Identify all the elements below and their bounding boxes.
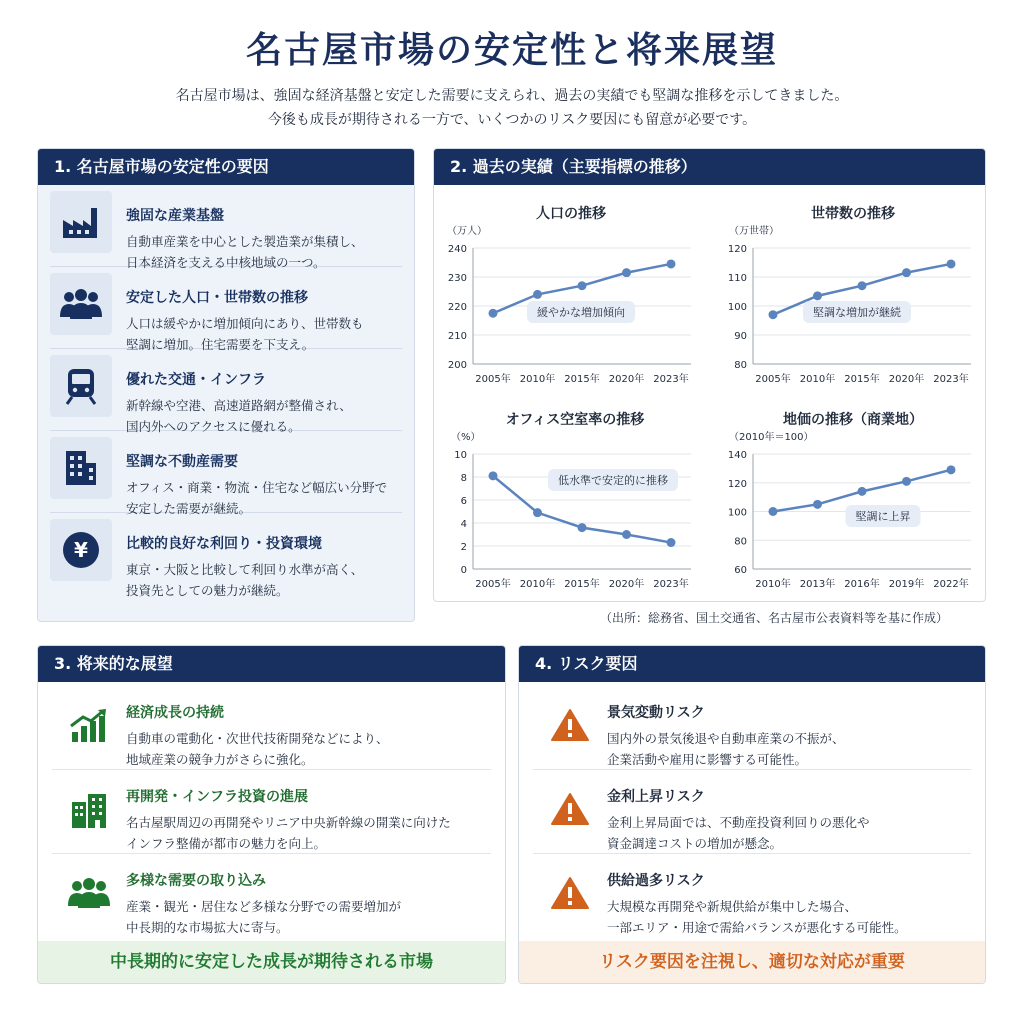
factory-icon bbox=[50, 191, 112, 253]
chart-unit-label: （2010年＝100） bbox=[729, 432, 814, 443]
y-tick-label: 6 bbox=[460, 496, 467, 507]
stability-factors-panel bbox=[37, 148, 415, 622]
source-note: （出所：総務省、国土交通省、名古屋市公表資料等を基に作成） bbox=[600, 611, 949, 625]
annotation-label: 低水準で安定的に推移 bbox=[558, 474, 668, 487]
buildings-icon bbox=[64, 770, 114, 853]
y-tick-label: 0 bbox=[460, 565, 467, 576]
item-desc-line-1: 大規模な再開発や新規供給が集中した場合、 bbox=[607, 899, 858, 914]
item-title: 経済成長の持続 bbox=[126, 705, 224, 721]
list-item bbox=[50, 431, 402, 516]
data-point bbox=[769, 310, 778, 319]
data-point bbox=[902, 477, 911, 486]
item-desc-line-2: 国内外へのアクセスに優れる。 bbox=[126, 419, 301, 434]
chart-title: 地価の推移（商業地） bbox=[783, 412, 923, 428]
list-item bbox=[50, 267, 402, 352]
data-point bbox=[622, 530, 631, 539]
item-title: 比較的良好な利回り・投資環境 bbox=[126, 536, 322, 552]
y-tick-label: 100 bbox=[727, 507, 747, 519]
data-point bbox=[578, 281, 587, 290]
building-icon bbox=[50, 437, 112, 499]
data-point bbox=[813, 291, 822, 300]
y-tick-label: 210 bbox=[447, 331, 467, 342]
x-tick-label: 2019年 bbox=[888, 579, 925, 590]
data-point bbox=[489, 471, 498, 480]
charts-area bbox=[433, 184, 993, 604]
risk-factors-panel bbox=[518, 645, 986, 984]
annotation-label: 堅調な増加が継続 bbox=[813, 306, 901, 319]
item-desc-line-2: 堅調に増加。住宅需要を下支え。 bbox=[126, 337, 315, 352]
data-point bbox=[533, 290, 542, 299]
group-icon bbox=[64, 854, 114, 938]
chart-title: 世帯数の推移 bbox=[811, 206, 895, 222]
item-title: 景気変動リスク bbox=[607, 705, 705, 721]
warning-icon bbox=[545, 686, 595, 769]
x-tick-label: 2020年 bbox=[608, 374, 645, 385]
item-desc-line-2: 一部エリア・用途で需給バランスが悪化する可能性。 bbox=[607, 920, 907, 935]
data-point bbox=[947, 465, 956, 474]
x-tick-label: 2022年 bbox=[933, 579, 969, 590]
item-desc-line-2: 資金調達コストの増加が懸念。 bbox=[607, 836, 783, 851]
y-tick-label: 10 bbox=[454, 450, 467, 461]
x-tick-label: 2020年 bbox=[888, 374, 925, 385]
data-point bbox=[947, 259, 956, 268]
data-point bbox=[813, 500, 822, 509]
item-title: 優れた交通・インフラ bbox=[126, 372, 266, 388]
y-tick-label: 100 bbox=[727, 302, 747, 313]
x-tick-label: 2005年 bbox=[755, 374, 791, 385]
section1-header: 1. 名古屋市場の安定性の要因 bbox=[38, 149, 414, 185]
item-desc-line-1: 産業・観光・居住など多様な分野での需要増加が bbox=[126, 899, 402, 914]
item-desc-line-1: 国内外の景気後退や自動車産業の不振が、 bbox=[607, 731, 845, 746]
list-item bbox=[50, 185, 402, 270]
item-desc-line-1: 東京・大阪と比較して利回り水準が高く、 bbox=[126, 562, 364, 577]
item-desc-line-1: 人口は緩やかに増加傾向にあり、世帯数も bbox=[126, 316, 364, 331]
x-tick-label: 2010年 bbox=[755, 579, 791, 590]
intro-line-1: 名古屋市場は、強固な経済基盤と安定した需要に支えられ、過去の実績でも堅調な推移を示してきました。 bbox=[175, 88, 849, 104]
item-desc-line-2: インフラ整備が都市の魅力を向上。 bbox=[126, 836, 327, 851]
chart-unit-label: （万世帯） bbox=[729, 226, 779, 237]
chart-unit-label: （万人） bbox=[447, 226, 487, 237]
item-desc-line-1: 自動車産業を中心とした製造業が集積し、 bbox=[126, 234, 364, 249]
yen-icon bbox=[50, 519, 112, 581]
list-item bbox=[52, 686, 491, 770]
annotation-label: 緩やかな増加傾向 bbox=[537, 306, 625, 319]
data-point bbox=[578, 523, 587, 532]
data-point bbox=[667, 538, 676, 547]
data-point bbox=[622, 268, 631, 277]
annotation-label: 堅調に上昇 bbox=[855, 510, 911, 523]
x-tick-label: 2010年 bbox=[519, 579, 556, 590]
item-title: 強固な産業基盤 bbox=[126, 208, 224, 224]
outlook-summary: 中長期的に安定した成長が期待される市場 bbox=[38, 941, 505, 983]
data-point bbox=[858, 281, 867, 290]
list-item bbox=[533, 770, 971, 854]
growth-chart-icon bbox=[64, 686, 114, 769]
y-tick-label: 220 bbox=[447, 302, 467, 313]
x-tick-label: 2005年 bbox=[475, 374, 511, 385]
y-tick-label: 120 bbox=[727, 244, 747, 255]
list-item bbox=[52, 770, 491, 854]
item-title: 堅調な不動産需要 bbox=[126, 454, 238, 470]
data-point bbox=[858, 487, 867, 496]
item-title: 安定した人口・世帯数の推移 bbox=[126, 290, 308, 306]
chart-title: オフィス空室率の推移 bbox=[505, 412, 645, 428]
item-desc-line-2: 日本経済を支える中核地域の一つ。 bbox=[126, 255, 326, 270]
x-tick-label: 2013年 bbox=[799, 579, 836, 590]
x-tick-label: 2023年 bbox=[653, 579, 689, 590]
outlook-panel bbox=[37, 645, 506, 984]
x-tick-label: 2005年 bbox=[475, 579, 511, 590]
data-point bbox=[489, 309, 498, 318]
y-tick-label: 240 bbox=[447, 244, 467, 255]
people-icon bbox=[50, 273, 112, 335]
x-tick-label: 2015年 bbox=[564, 579, 600, 590]
warning-icon bbox=[545, 770, 595, 853]
svg-text:¥: ¥ bbox=[74, 538, 88, 562]
y-tick-label: 120 bbox=[727, 478, 747, 490]
item-desc-line-2: 地域産業の競争力がさらに強化。 bbox=[126, 752, 314, 767]
page-title: 名古屋市場の安定性と将来展望 bbox=[245, 30, 778, 71]
item-desc-line-2: 中長期的な市場拡大に寄与。 bbox=[126, 920, 289, 935]
y-tick-label: 90 bbox=[734, 331, 747, 342]
section4-header: 4. リスク要因 bbox=[519, 646, 985, 682]
y-tick-label: 140 bbox=[727, 450, 747, 461]
x-tick-label: 2016年 bbox=[844, 579, 880, 590]
y-tick-label: 80 bbox=[734, 536, 747, 548]
intro-text bbox=[0, 84, 1024, 132]
item-desc-line-1: 名古屋駅周辺の再開発やリニア中央新幹線の開業に向けた bbox=[126, 815, 451, 830]
x-tick-label: 2010年 bbox=[799, 374, 836, 385]
risk-summary: リスク要因を注視し、適切な対応が重要 bbox=[519, 941, 985, 983]
item-desc-line-1: 新幹線や空港、高速道路網が整備され、 bbox=[126, 398, 352, 413]
chart-title: 人口の推移 bbox=[536, 206, 606, 222]
chart-unit-label: （%） bbox=[451, 432, 481, 443]
data-point bbox=[533, 508, 542, 517]
y-tick-label: 8 bbox=[460, 473, 467, 484]
item-desc-line-1: 金利上昇局面では、不動産投資利回りの悪化や bbox=[607, 815, 870, 830]
x-tick-label: 2010年 bbox=[519, 374, 556, 385]
data-point bbox=[769, 507, 778, 516]
item-desc-line-2: 投資先としての魅力が継続。 bbox=[126, 583, 289, 598]
item-desc-line-1: オフィス・商業・物流・住宅など幅広い分野で bbox=[126, 480, 388, 495]
y-tick-label: 200 bbox=[447, 360, 467, 371]
item-desc-line-2: 企業活動や雇用に影響する可能性。 bbox=[607, 752, 808, 767]
y-tick-label: 110 bbox=[727, 273, 747, 284]
data-point bbox=[902, 268, 911, 277]
intro-line-2: 今後も成長が期待される一方で、いくつかのリスク要因にも留意が必要です。 bbox=[267, 112, 757, 128]
section3-header: 3. 将来的な展望 bbox=[38, 646, 505, 682]
list-item bbox=[50, 513, 402, 598]
x-tick-label: 2023年 bbox=[653, 374, 689, 385]
y-tick-label: 4 bbox=[460, 519, 467, 530]
item-title: 金利上昇リスク bbox=[607, 789, 705, 805]
list-item bbox=[533, 686, 971, 770]
y-tick-label: 2 bbox=[460, 542, 467, 553]
list-item bbox=[533, 854, 971, 938]
item-title: 再開発・インフラ投資の進展 bbox=[126, 789, 308, 805]
x-tick-label: 2020年 bbox=[608, 579, 645, 590]
item-desc-line-2: 安定した需要が継続。 bbox=[126, 501, 252, 516]
x-tick-label: 2015年 bbox=[844, 374, 880, 385]
train-icon bbox=[50, 355, 112, 417]
y-tick-label: 230 bbox=[447, 273, 467, 284]
warning-icon bbox=[545, 854, 595, 938]
y-tick-label: 80 bbox=[734, 360, 747, 371]
item-title: 供給過多リスク bbox=[607, 873, 705, 889]
x-tick-label: 2023年 bbox=[933, 374, 969, 385]
list-item bbox=[52, 854, 491, 938]
item-desc-line-1: 自動車の電動化・次世代技術開発などにより、 bbox=[126, 731, 389, 746]
x-tick-label: 2015年 bbox=[564, 374, 600, 385]
item-title: 多様な需要の取り込み bbox=[126, 873, 266, 889]
y-tick-label: 60 bbox=[734, 565, 747, 576]
section2-header: 2. 過去の実績（主要指標の推移） bbox=[434, 149, 985, 185]
list-item bbox=[50, 349, 402, 434]
data-point bbox=[667, 259, 676, 268]
